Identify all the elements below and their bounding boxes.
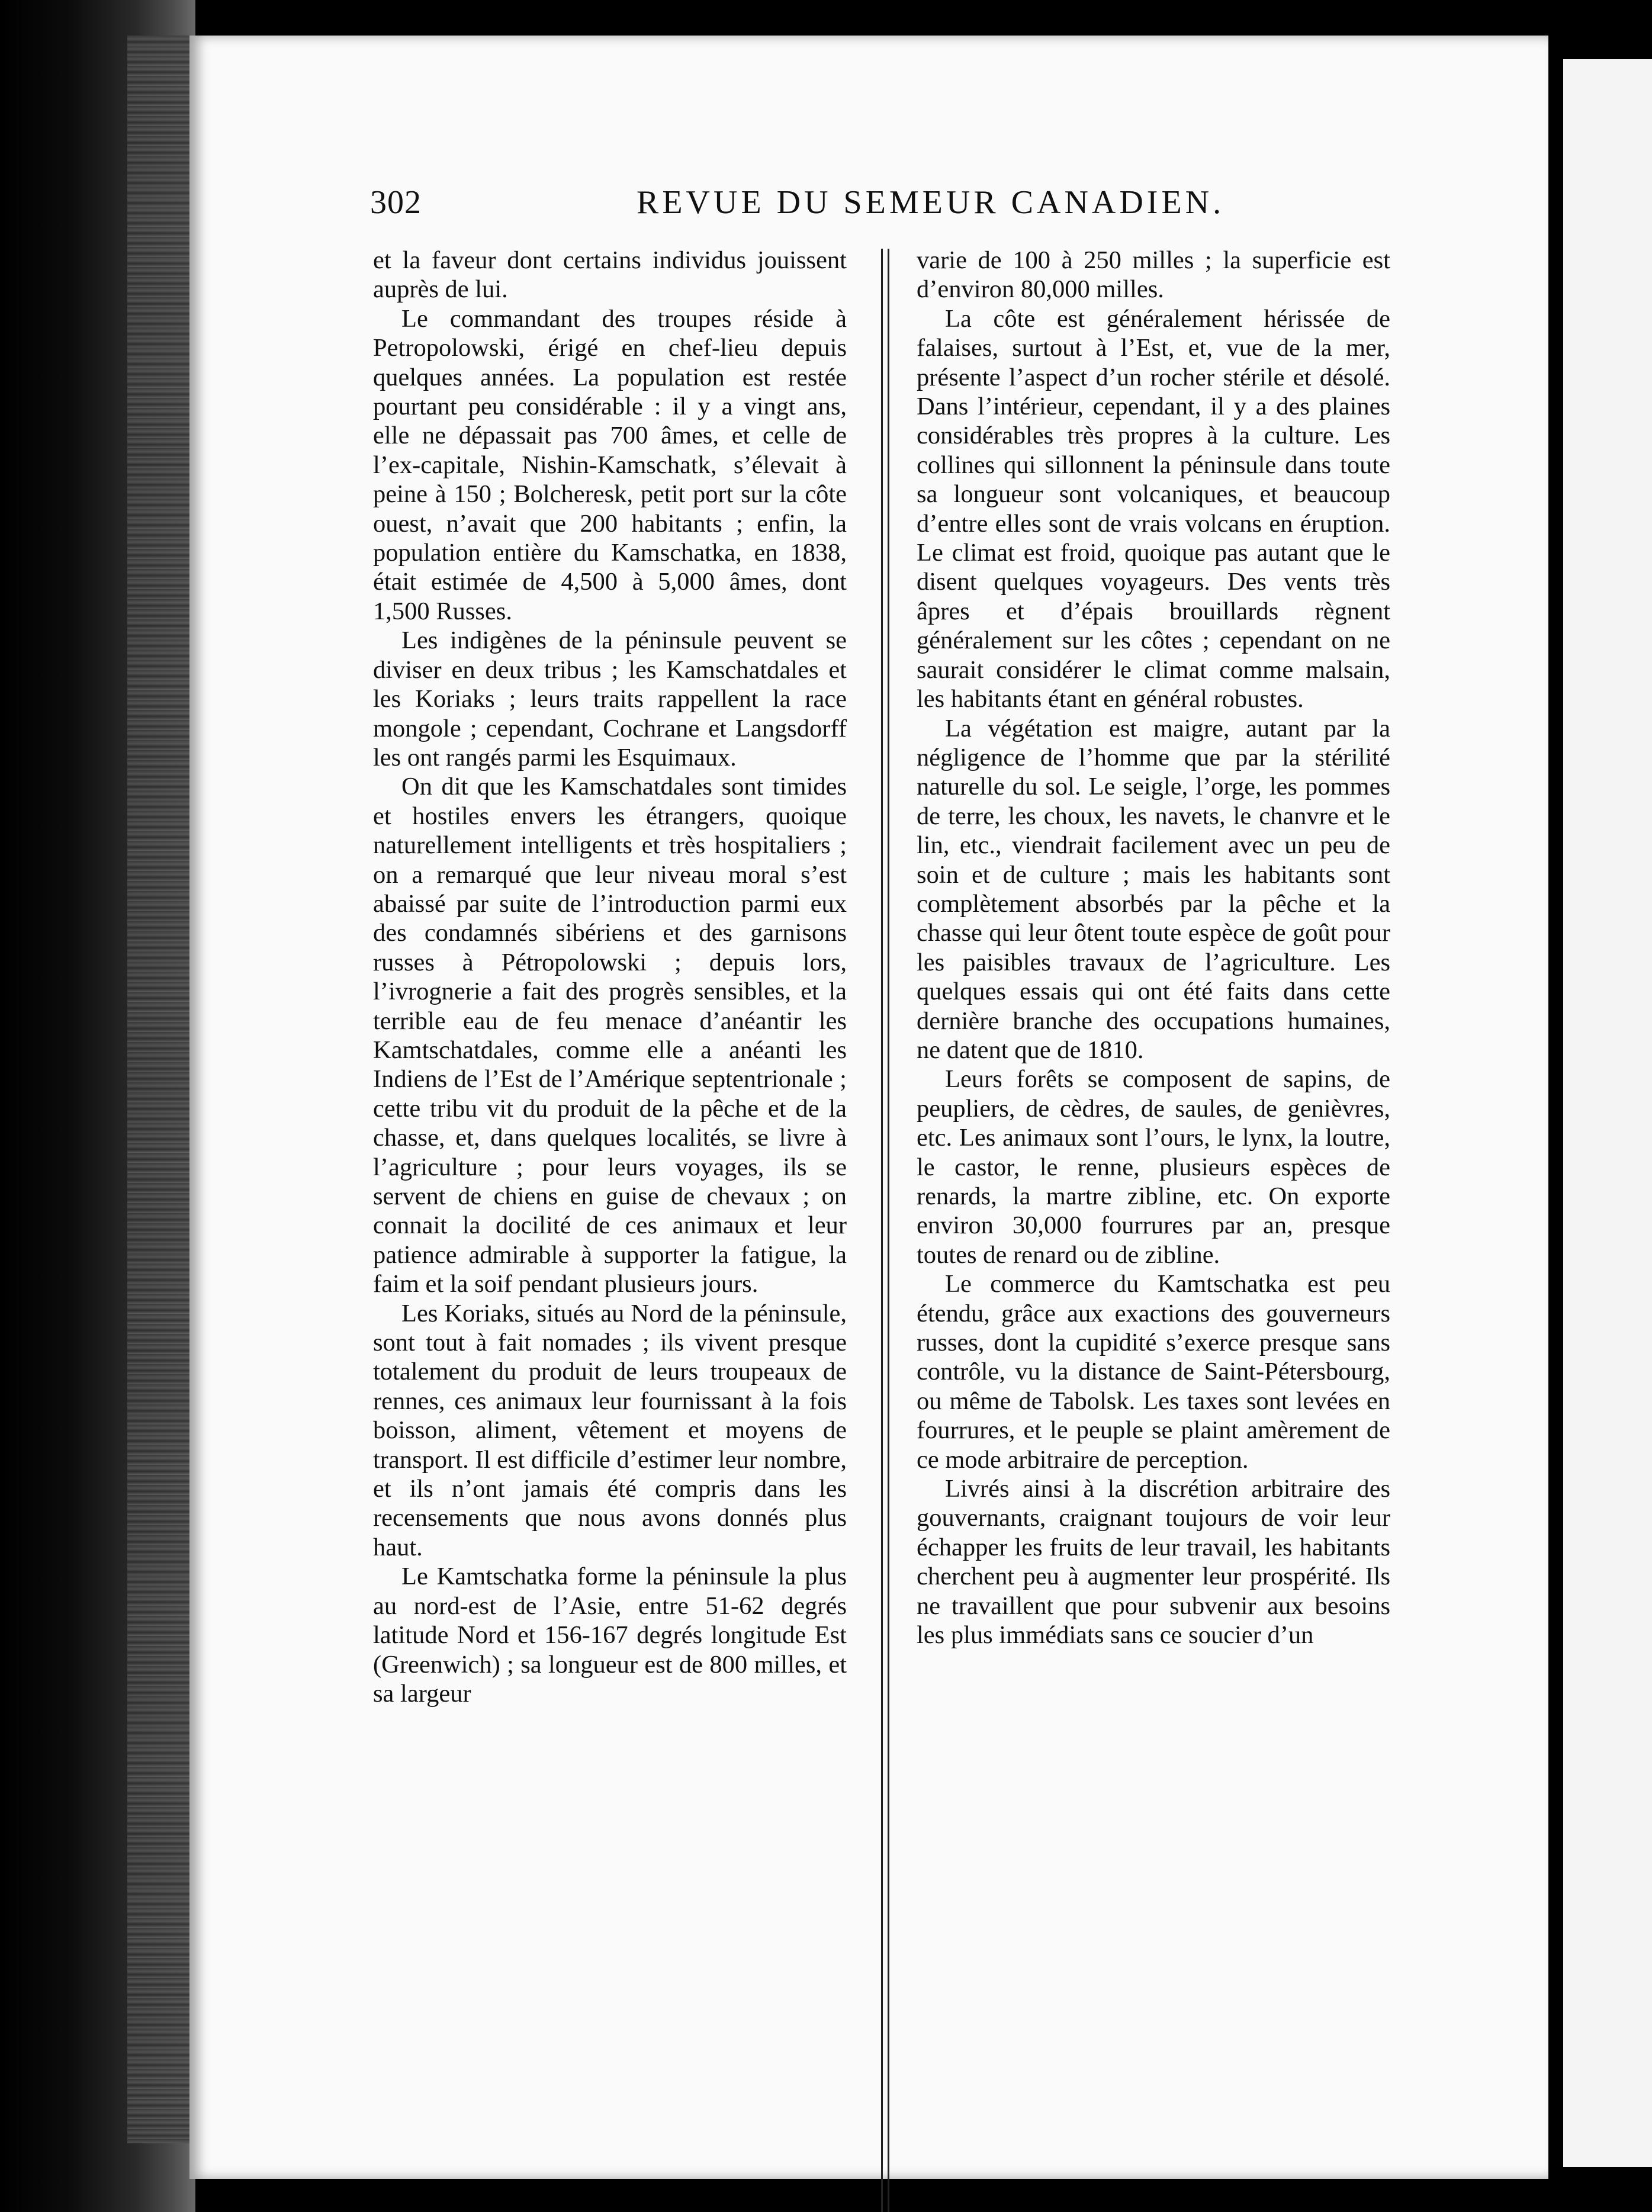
page-header [370, 178, 1225, 237]
paragraph: et la faveur dont certains individus jouissent auprès de lui. [373, 246, 847, 304]
paragraph: Le commerce du Kamtschatka est peu étendu, grâce aux exactions des gouverneurs russes, dont la cupidité s’exerce presque sans contrôle, vu la distance de Saint-Pétersbourg, ou même de Tabolsk. Les taxes sont levées en fourrures, et le peuple se plaint amèrement de ce mode arbitraire de perception. [917, 1270, 1390, 1474]
running-head: REVUE DU SEMEUR CANADIEN. [637, 184, 1225, 221]
paragraph: La côte est généralement hérissée de falaises, surtout à l’Est, et, vue de la mer, présente l’aspect d’un rocher stérile et désolé. Dans l’intérieur, cependant, il y a des plaines considérables très propres à la culture. Les collines qui sillonnent la péninsule dans toute sa longueur sont volcaniques, et beaucoup d’entre elles sont de vrais volcans en éruption. Le climat est froid, quoique pas autant que le disent quelques voyageurs. Des vents très âpres et d’épais brouillards règnent généralement sur les côtes ; cependant on ne saurait considérer le climat comme malsain, les habitants étant en général robustes. [917, 304, 1390, 713]
right-column [917, 246, 1390, 1650]
paragraph: Livrés ainsi à la discrétion arbitraire des gouvernants, craignant toujours de voir leur échapper les fruits de leur travail, les habitants cherchent peu à augmenter leur prospérité. Ils ne travaillent que pour subvenir aux besoins les plus immédiats sans ce soucier d’un [917, 1475, 1390, 1650]
paragraph: On dit que les Kamschatdales sont timides et hostiles envers les étrangers, quoique naturellement intelligents et très hospitaliers ; on a remarqué que leur niveau moral s’est abaissé par suite de l’introduction parmi eux des condamnés sibériens et des garnisons russes à Pétropolowski ; depuis lors, l’ivrognerie a fait des progrès sensibles, et la terrible eau de feu menace d’anéantir les Kamtschatdales, comme elle a anéanti les Indiens de l’Est de l’Amérique septentrionale ; cette tribu vit du produit de la pêche et de la chasse, et, dans quelques localités, se livre à l’agriculture ; pour leurs voyages, ils se servent de chiens en guise de chevaux ; on connait la docilité de ces animaux et leur patience admirable à supporter la fatigue, la faim et la soif pendant plusieurs jours. [373, 773, 847, 1298]
paragraph: Les Koriaks, situés au Nord de la péninsule, sont tout à fait nomades ; ils vivent presque totalement du produit de leurs troupeaux de rennes, ces animaux leur fournissant à la fois boisson, aliment, vêtement et moyens de transport. Il est difficile d’estimer leur nombre, et ils n’ont jamais été compris dans les recensements que nous avons donnés plus haut. [373, 1299, 847, 1561]
paragraph: Leurs forêts se composent de sapins, de peupliers, de cèdres, de saules, de genièvres, etc. Les animaux sont l’ours, le lynx, la loutre, le castor, le renne, plusieurs espèces de renards, la martre zibline, etc. On exporte environ 30,000 fourrures par an, presque toutes de renard ou de zibline. [917, 1065, 1390, 1269]
paragraph: Le Kamtschatka forme la péninsule la plus au nord-est de l’Asie, entre 51-62 degrés latitude Nord et 156-167 degrés longitude Est (Greenwich) ; sa longueur est de 800 milles, et sa largeur [373, 1562, 847, 1708]
facing-page-edge [1563, 59, 1652, 2167]
column-divider [881, 249, 889, 2212]
page-number: 302 [370, 184, 422, 221]
page-edges [127, 36, 198, 2143]
paragraph: La végétation est maigre, autant par la négligence de l’homme que par la stérilité naturelle du sol. Le seigle, l’orge, les pommes de terre, les choux, les navets, le chanvre et le lin, etc., viendrait facilement avec un peu de soin et de culture ; mais les habitants sont complètement absorbés par la pêche et la chasse qui leur ôtent toute espèce de goût pour les paisibles travaux de l’agriculture. Les quelques essais qui ont été faits dans cette dernière branche des occupations humaines, ne datent que de 1810. [917, 714, 1390, 1064]
left-column [373, 246, 847, 1708]
paragraph: Les indigènes de la péninsule peuvent se diviser en deux tribus ; les Kamschatdales et les Koriaks ; leurs traits rappellent la race mongole ; cependant, Cochrane et Langsdorff les ont rangés parmi les Esquimaux. [373, 626, 847, 771]
paragraph: Le commandant des troupes réside à Petropolowski, érigé en chef-lieu depuis quelques années. La population est restée pourtant peu considérable : il y a vingt ans, elle ne dépassait pas 700 âmes, et celle de l’ex-capitale, Nishin-Kamschatk, s’élevait à peine à 150 ; Bolcheresk, petit port sur la côte ouest, n’avait que 200 habitants ; enfin, la population entière du Kamschatka, en 1838, était estimée de 4,500 à 5,000 âmes, dont 1,500 Russes. [373, 304, 847, 625]
paragraph: varie de 100 à 250 milles ; la superficie est d’environ 80,000 milles. [917, 246, 1390, 304]
